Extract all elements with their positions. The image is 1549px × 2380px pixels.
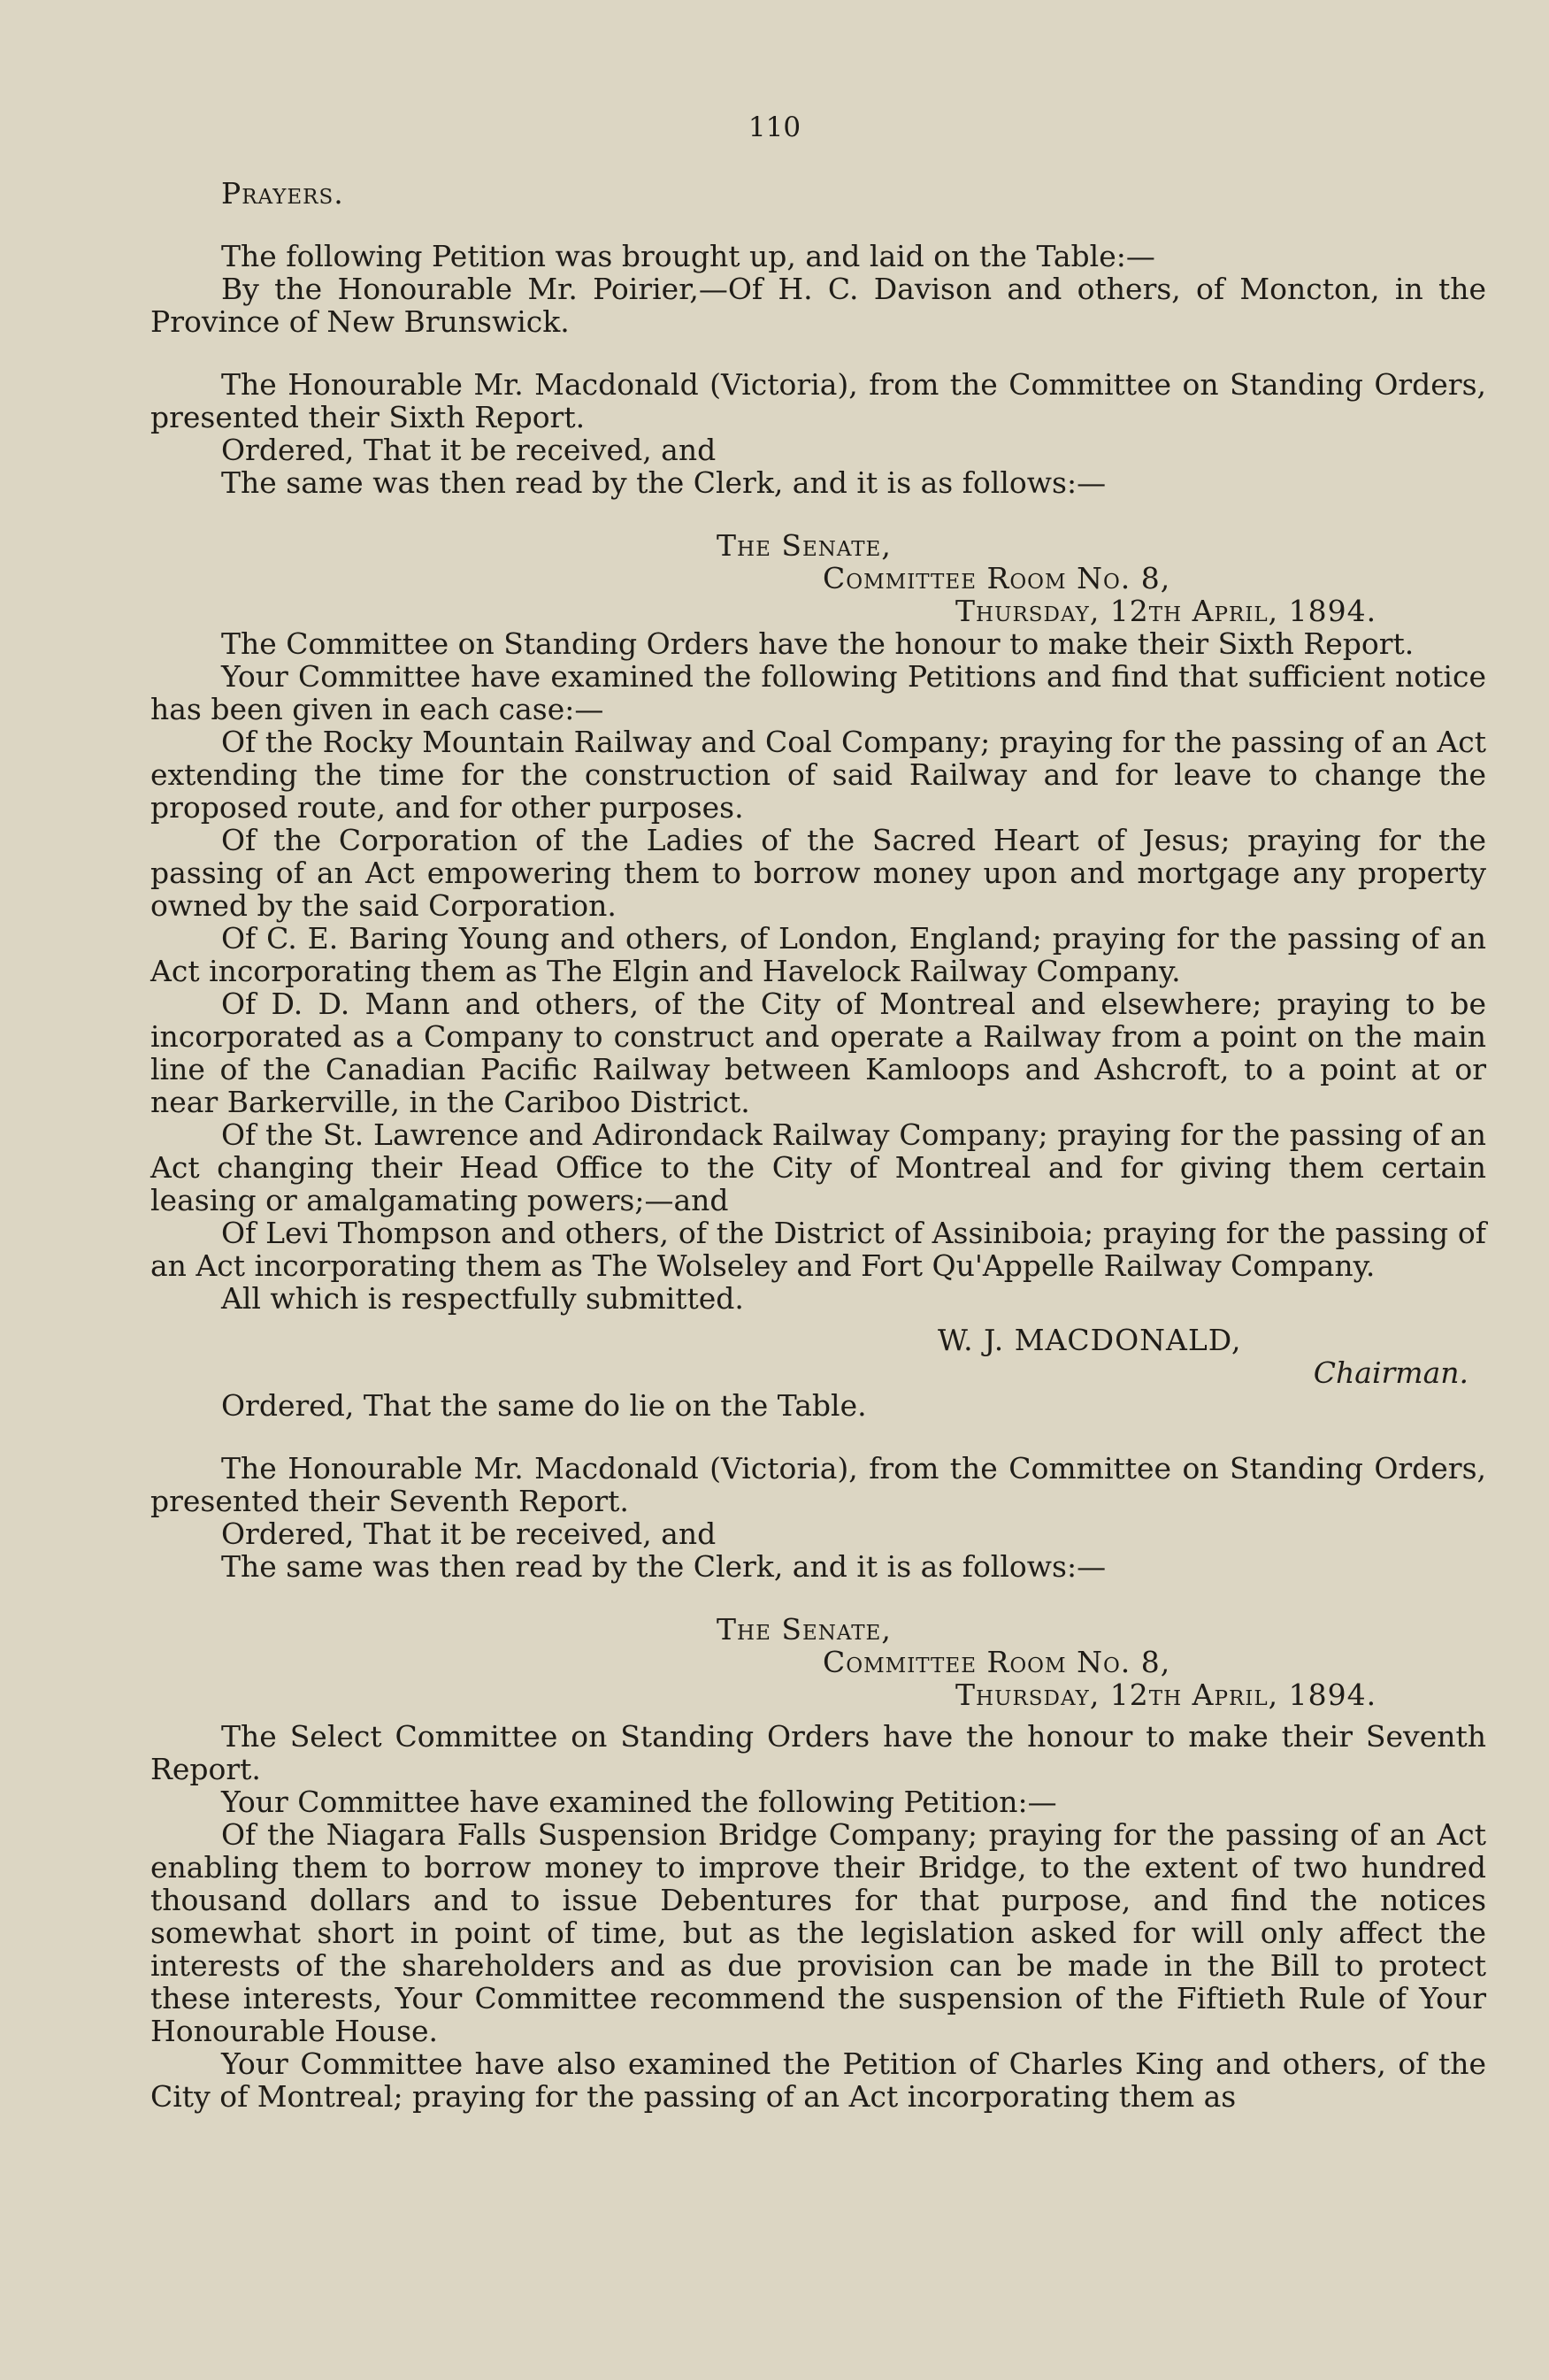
paragraph: By the Honourable Mr. Poirier,—Of H. C. Davison and others, of Moncton, in the Province of New Brunswick. (150, 272, 1486, 339)
report-item: Of the St. Lawrence and Adirondack Railway Company; praying for the passing of an Act changing their Head Office to the City of Montreal and for giving them certain leasing or amalgamating powers;—and (150, 1117, 1486, 1217)
section-heading: Prayers. (221, 176, 344, 211)
signature-title: Chairman. (1313, 1355, 1468, 1390)
report-header-senate: The Senate, (717, 1612, 892, 1647)
report-header-date: Thursday, 12th April, 1894. (955, 594, 1377, 628)
report-paragraph: Your Committee have examined the following Petitions and find that sufficient notice has been given in each case:— (150, 659, 1486, 726)
page-body (150, 177, 1486, 2113)
report-header-date: Thursday, 12th April, 1894. (955, 1678, 1377, 1712)
report-header-room: Committee Room No. 8, (823, 561, 1171, 595)
report-item: Of D. D. Mann and others, of the City of Montreal and elsewhere; praying to be incorporated as a Company to construct and operate a Railway from a point on the main line of the Canadian Pacific Railway between Kamloops and Ashcroft, to a point at or near Barkerville, in the Cariboo District. (150, 987, 1486, 1119)
paragraph: The Honourable Mr. Macdonald (Victoria), from the Committee on Standing Orders, presented their Sixth Report. (150, 367, 1486, 434)
paragraph: The same was then read by the Clerk, and it is as follows:— (221, 465, 1107, 500)
paragraph: Ordered, That it be received, and (221, 1516, 717, 1551)
report-header-senate: The Senate, (717, 528, 892, 563)
paragraph: Ordered, That it be received, and (221, 433, 717, 467)
report-item: Of C. E. Baring Young and others, of London, England; praying for the passing of an Act incorporating them as The Elgin and Havelock Railway Company. (150, 921, 1486, 988)
report-item: Of the Rocky Mountain Railway and Coal Company; praying for the passing of an Act extending the time for the construction of said Railway and for leave to change the proposed route, and for other purposes. (150, 725, 1486, 825)
paragraph: Ordered, That the same do lie on the Table. (221, 1388, 867, 1423)
signature-name: W. J. MACDONALD, (938, 1323, 1242, 1357)
paragraph: The Honourable Mr. Macdonald (Victoria), from the Committee on Standing Orders, presented their Seventh Report. (150, 1451, 1486, 1518)
report-paragraph: Your Committee have examined the following Petition:— (221, 1785, 1057, 1819)
report-header-room: Committee Room No. 8, (823, 1645, 1171, 1679)
report-item: Of the Corporation of the Ladies of the Sacred Heart of Jesus; praying for the passing of an Act empowering them to borrow money upon and mortgage any property owned by the said Corporation. (150, 823, 1486, 923)
report-item: Of Levi Thompson and others, of the District of Assiniboia; praying for the passing of an Act incorporating them as The Wolseley and Fort Qu'Appelle Railway Company. (150, 1216, 1486, 1283)
report-intro: The Select Committee on Standing Orders have the honour to make their Seventh Report. (150, 1719, 1486, 1786)
page-number: 110 (748, 111, 801, 143)
paragraph: The following Petition was brought up, and laid on the Table:— (221, 239, 1155, 273)
report-closing: All which is respectfully submitted. (221, 1281, 744, 1316)
report-item: Your Committee have also examined the Petition of Charles King and others, of the City of Montreal; praying for the passing of an Act incorporating them as (150, 2046, 1486, 2114)
paragraph: The same was then read by the Clerk, and it is as follows:— (221, 1549, 1107, 1584)
report-intro: The Committee on Standing Orders have the honour to make their Sixth Report. (221, 626, 1415, 661)
report-item: Of the Niagara Falls Suspension Bridge Company; praying for the passing of an Act enabling them to borrow money to improve their Bridge, to the extent of two hundred thousand dollars and to issue Debentures for that purpose, and find the notices somewhat short in point of time, but as the legislation asked for will only affect the interests of the shareholders and as due provision can be made in the Bill to protect these interests, Your Committee recommend the suspension of the Fiftieth Rule of Your Honourable House. (150, 1817, 1486, 2048)
